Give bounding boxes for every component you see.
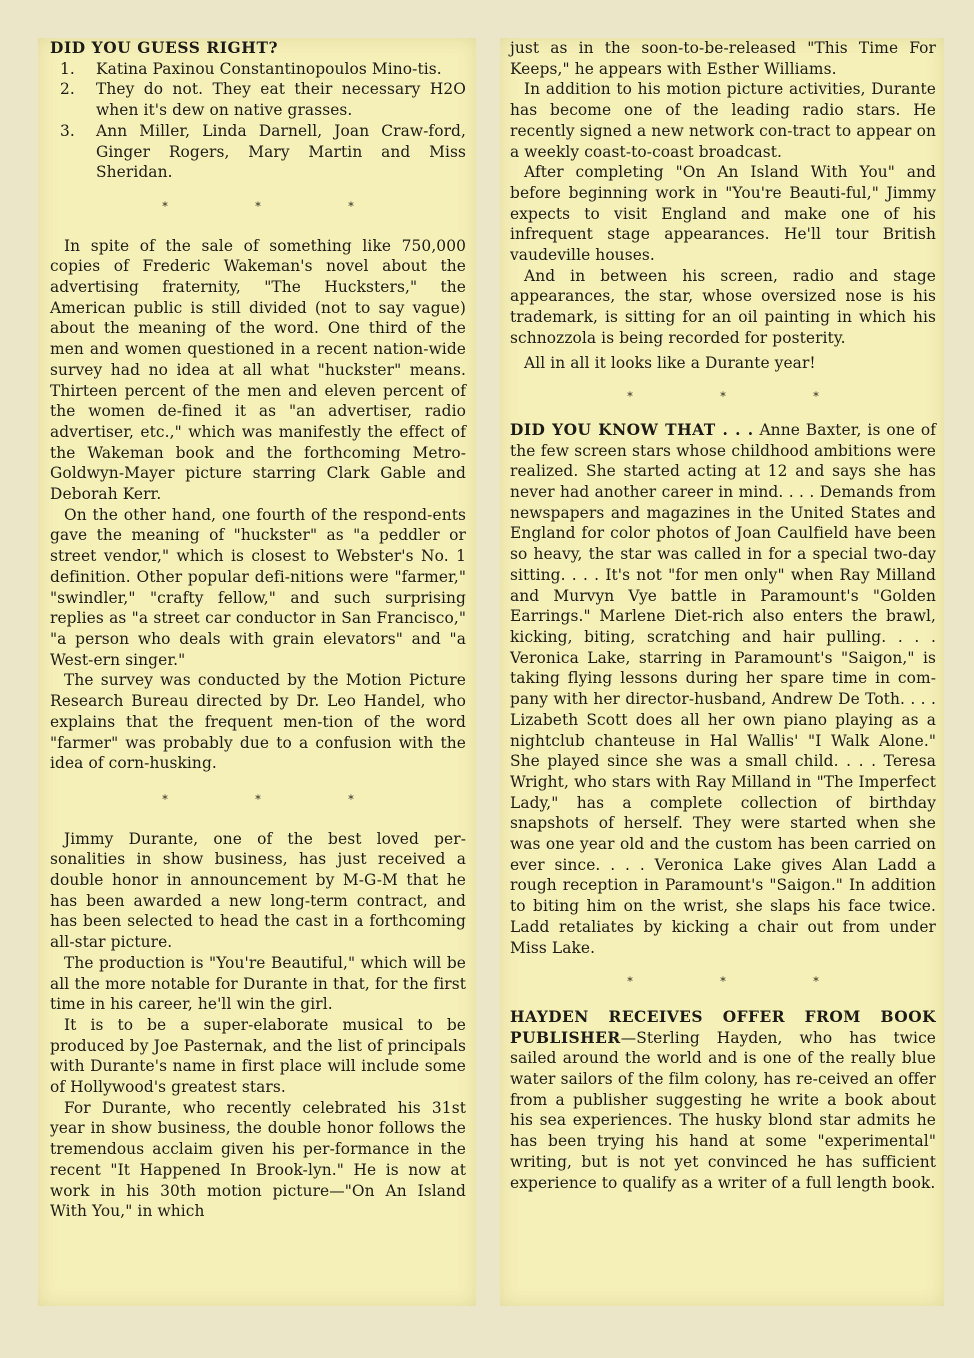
answer-number: 1.: [60, 59, 75, 78]
hayden-text: —Sterling Hayden, who has twice sailed around the world and is one of the really blue water sailors of the film colony, has re-ceived an offer from a publisher suggesting he write a book about his sea experiences. The husky blond star admits he has been trying his hand at some "experimental" writing, but is not yet convinced he has sufficient experience to qualify as a writer of a full length book.: [510, 1028, 936, 1192]
answer-number: 3.: [60, 121, 75, 140]
answer-number: 2.: [60, 80, 75, 99]
quiz-answer-1: [50, 59, 466, 80]
durante-paragraph-7: And in between his screen, radio and stage appearances, the star, whose oversized nose is his trademark, is sitting for an oil painting in which his schnozzola is being recorded for posterity.: [510, 266, 936, 347]
answer-text: Ann Miller, Linda Darnell, Joan Craw-ford, Ginger Rogers, Mary Martin and Miss Sheridan.: [96, 121, 466, 182]
left-column-text: [38, 38, 476, 1222]
hayden-heading: HAYDEN RECEIVES OFFER FROM BOOK PUBLISHER: [510, 1007, 936, 1047]
right-column-text: [500, 38, 944, 1193]
answer-text: Katina Paxinou Constantinopoulos Mino-tis.: [96, 59, 442, 78]
did-you-know-text: Anne Baxter, is one of the few screen stars whose childhood ambitions were realized. She started acting at 12 and says she has never had another career in mind. . . . Demands from newspapers and magazines in the United States and England for color photos of Joan Caulfield have been so heavy, the star was called in for a special two-day sitting. . . . It's not "for men only" when Ray Milland and Murvyn Vye battle in Paramount's "Golden Earrings." Marlene Diet-rich also enters the brawl, kicking, biting, scratching and hair pulling. . . . Veronica Lake, starring in Paramount's "Saigon," is taking flying lessons during her spare time in com-pany with her director-husband, Andrew De Toth. . . . Lizabeth Scott does all her own piano playing as a nightclub chanteuse in Hal Wallis' "I Walk Alone." She played since she was a small child. . . . Teresa Wright, who stars with Ray Milland in "The Imperfect Lady," has a complete collection of birthday snapshots of herself. They were started when she was one year old and the custom has been carried on ever since. . . . Veronica Lake gives Alan Ladd a rough reception in Paramount's "Saigon." In addition to biting him on the wrist, she slaps his face twice. Ladd retaliates by kicking a chair out from under Miss Lake.: [510, 420, 936, 957]
huckster-paragraph-3: The survey was conducted by the Motion Picture Research Bureau directed by Dr. Leo Handel, who explains that the frequent men-tion of the word "farmer" was probably due to a confusion with the idea of corn-husking.: [50, 671, 466, 773]
did-you-know-heading: DID YOU KNOW THAT . . .: [510, 420, 754, 439]
durante-paragraph-4: For Durante, who recently celebrated his 31st year in show business, the double honor follows the tremendous acclaim given his per-formance in the recent "It Happened In Brook-lyn." He is now at work in his 30th motion picture—"On An Island With You," in which: [50, 1098, 466, 1221]
right-column: [500, 38, 944, 1306]
section-separator: * * *: [627, 390, 861, 404]
hayden-paragraph: [510, 1007, 936, 1193]
durante-paragraph-2: The production is "You're Beautiful," which will be all the more notable for Durante in that, for the first time in his career, he'll win the girl.: [50, 953, 466, 1014]
durante-paragraph-3: It is to be a super-elaborate musical to be produced by Joe Pasternak, and the list of principals with Durante's name in first place will include some of Hollywood's greatest stars.: [50, 1015, 466, 1097]
durante-paragraph-8: All in all it looks like a Durante year!: [524, 353, 816, 372]
quiz-answer-2: [50, 79, 466, 120]
quiz-heading: DID YOU GUESS RIGHT?: [50, 39, 279, 57]
answer-text: They do not. They eat their necessary H2O when it's dew on native grasses.: [96, 80, 466, 120]
section-separator: * * *: [162, 199, 396, 213]
huckster-paragraph-2: On the other hand, one fourth of the respond-ents gave the meaning of "huckster" as "a peddler or street vendor," which is closest to Webster's No. 1 definition. Other popular defi-nitions were "farmer," "swindler," "crafty fellow," and such surprising replies as "a street car conductor in San Francisco," "a person who deals with grain elevators" and "a West-ern singer.": [50, 505, 466, 669]
left-column: [38, 38, 476, 1306]
section-separator: * * *: [627, 975, 861, 989]
quiz-answer-3: [50, 121, 466, 183]
section-separator: * * *: [162, 792, 396, 806]
durante-paragraph-5: In addition to his motion picture activities, Durante has become one of the leading radio stars. He recently signed a new network con-tract to appear on a weekly coast-to-coast broadcast.: [510, 80, 936, 161]
durante-paragraph-1: Jimmy Durante, one of the best loved per-sonalities in show business, has just received a double honor in announcement by M-G-M that he has been awarded a new long-term contract, and has been selected to head the cast in a forthcoming all-star picture.: [50, 829, 466, 952]
did-you-know-paragraph: [510, 420, 936, 958]
durante-continued: just as in the soon-to-be-released "This Time For Keeps," he appears with Esther Williams.: [510, 39, 936, 78]
durante-paragraph-6: After completing "On An Island With You" and before beginning work in "You're Beauti-ful," Jimmy expects to visit England and make one of his infrequent stage appearances. He'll tour British vaudeville houses.: [510, 163, 936, 265]
huckster-paragraph-1: In spite of the sale of something like 750,000 copies of Frederic Wakeman's novel about the advertising fraternity, "The Hucksters," the American public is still divided (not to say vague) about the meaning of the word. One third of the men and women questioned in a recent nation-wide survey had no idea at all what "huckster" means. Thirteen percent of the men and eleven percent of the women de-fined it as "an advertiser, radio advertiser, etc.," which was manifestly the effect of the Wakeman book and the forthcoming Metro-Goldwyn-Mayer picture starring Clark Gable and Deborah Kerr.: [50, 236, 466, 504]
